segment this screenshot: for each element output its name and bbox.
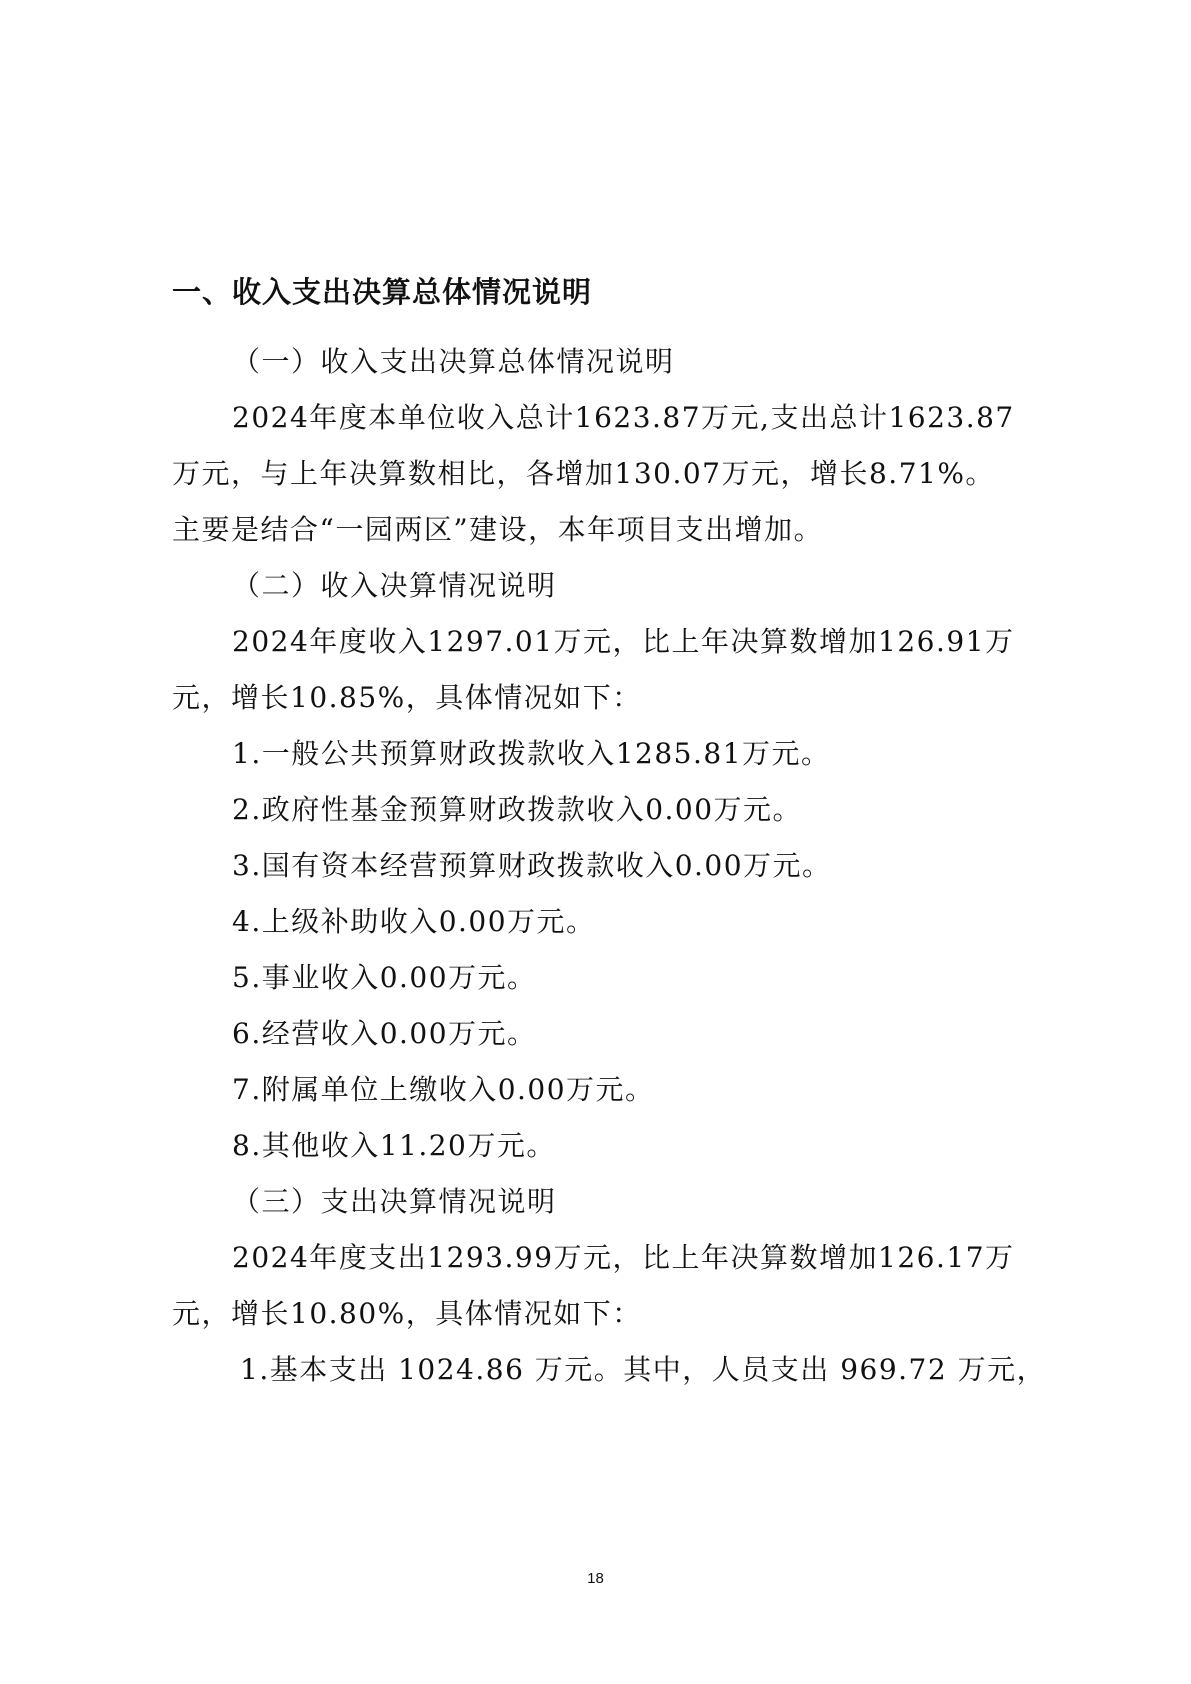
subsection-title-3: （三）支出决算情况说明 <box>232 1185 557 1218</box>
list-item: 7.附属单位上缴收入0.00万元。 <box>232 1073 655 1106</box>
list-item: 2.政府性基金预算财政拨款收入0.00万元。 <box>232 793 803 826</box>
paragraph-line: 2024年度收入1297.01万元，比上年决算数增加126.91万 <box>232 625 1015 658</box>
paragraph-line: 2024年度支出1293.99万元，比上年决算数增加126.17万 <box>232 1241 1015 1274</box>
list-item: 1.基本支出 1024.86 万元。其中，人员支出 969.72 万元， <box>240 1353 1047 1386</box>
paragraph-line: 元，增长10.80%，具体情况如下： <box>172 1297 642 1330</box>
paragraph-line: 2024年度本单位收入总计1623.87万元,支出总计1623.87 <box>232 401 1015 434</box>
list-item: 5.事业收入0.00万元。 <box>232 961 537 994</box>
list-item: 6.经营收入0.00万元。 <box>232 1017 537 1050</box>
paragraph-line: 主要是结合“一园两区”建设，本年项目支出增加。 <box>172 513 824 546</box>
paragraph-line: 元，增长10.85%，具体情况如下： <box>172 681 642 714</box>
subsection-title-1: （一）收入支出决算总体情况说明 <box>232 345 675 378</box>
list-item: 1.一般公共预算财政拨款收入1285.81万元。 <box>232 737 831 770</box>
subsection-title-2: （二）收入决算情况说明 <box>232 569 557 602</box>
paragraph-line: 万元，与上年决算数相比，各增加130.07万元，增长8.71%。 <box>172 457 995 490</box>
list-item: 4.上级补助收入0.00万元。 <box>232 905 596 938</box>
list-item: 3.国有资本经营预算财政拨款收入0.00万元。 <box>232 849 832 882</box>
list-item: 8.其他收入11.20万元。 <box>232 1129 556 1162</box>
page-number: 18 <box>587 1570 604 1587</box>
section-heading: 一、收入支出决算总体情况说明 <box>172 275 593 309</box>
